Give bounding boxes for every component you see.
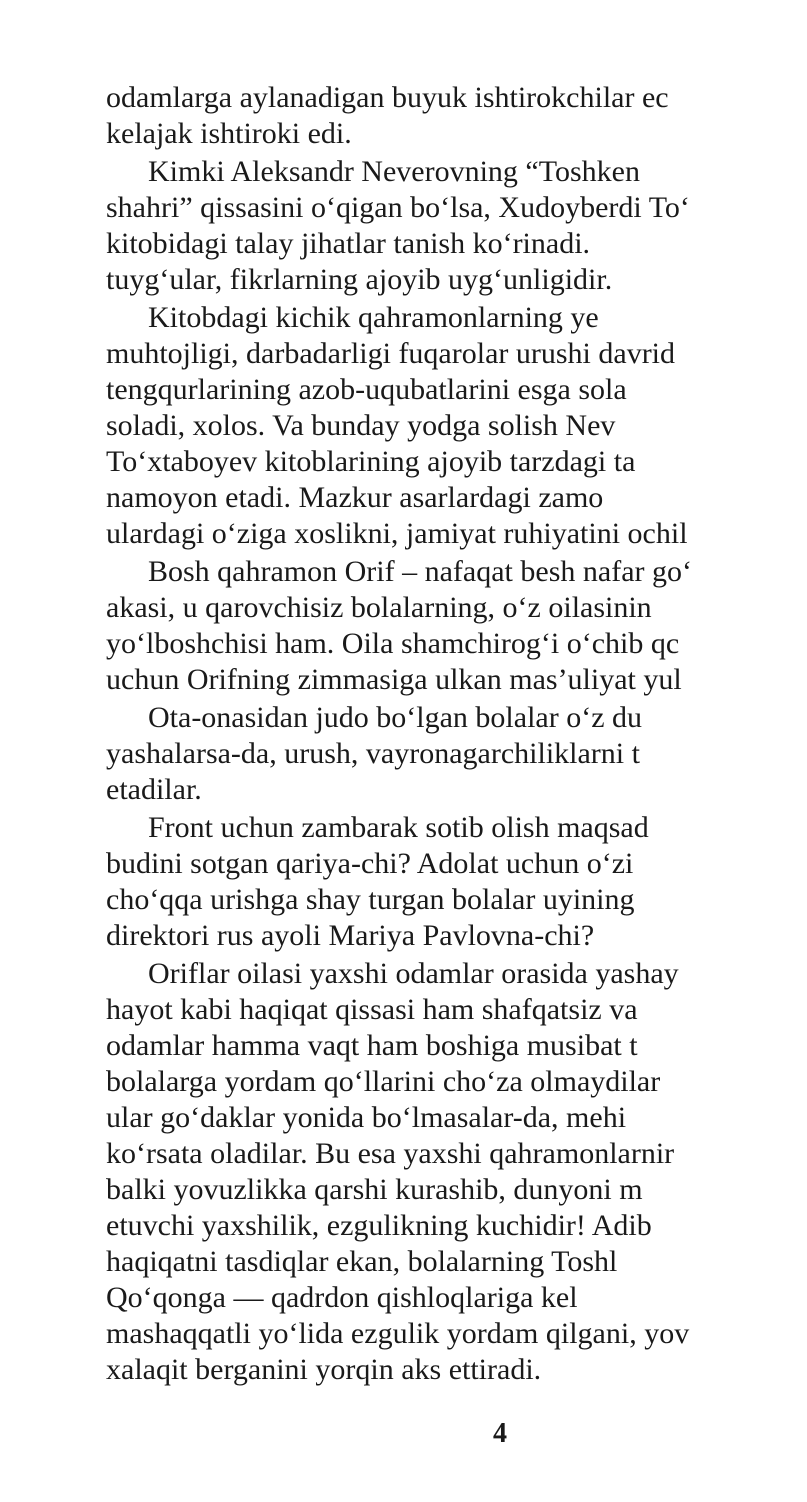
text-line: haqiqatni tasdiqlar ekan, bolalarning Toshl xyxy=(106,1245,618,1278)
text-line: uchun Orifning zimmasiga ulkan mas’uliyat yul xyxy=(106,663,682,696)
text-line: etuvchi yaxshilik, ezgulikning kuchidir! Adib xyxy=(106,1209,652,1242)
text-line: yo‘lboshchisi ham. Oila shamchirog‘i o‘chib qc xyxy=(106,627,680,660)
paragraph-start-line: Kitobdagi kichik qahramonlarning ye xyxy=(148,301,599,334)
text-line: direktori rus ayoli Mariya Pavlovna-chi? xyxy=(106,919,595,952)
page-number: 4 xyxy=(493,1418,507,1449)
text-line: tuyg‘ular, fikrlarning ajoyib uyg‘unligidir. xyxy=(106,263,613,296)
text-line: bolalarga yordam qo‘llarini cho‘za olmaydilar xyxy=(106,1065,661,1098)
text-line: hayot kabi haqiqat qissasi ham shafqatsiz va xyxy=(106,993,638,1026)
text-line: ulardagi o‘ziga xoslikni, jamiyat ruhiyatini ochil xyxy=(106,517,688,550)
text-line: odamlarga aylanadigan buyuk ishtirokchilar ec xyxy=(106,81,669,114)
text-line: kitobidagi talay jihatlar tanish ko‘rinadi. xyxy=(106,227,591,260)
text-line: yashalarsa-da, urush, vayronagarchiliklarni t xyxy=(106,737,640,770)
text-line: akasi, u qarovchisiz bolalarning, o‘z oilasinin xyxy=(106,591,652,624)
text-line: budini sotgan qariya-chi? Adolat uchun o‘zi xyxy=(106,847,634,880)
text-line: tengqurlarining azob-uqubatlarini esga sola xyxy=(106,373,627,406)
text-line: xalaqit berganini yorqin aks ettiradi. xyxy=(106,1353,542,1386)
paragraph-start-line: Ota-onasidan judo bo‘lgan bolalar o‘z du xyxy=(148,701,643,734)
text-line: Qo‘qonga — qadrdon qishloqlariga kel xyxy=(106,1281,578,1314)
text-line: balki yovuzlikka qarshi kurashib, dunyoni m xyxy=(106,1173,643,1206)
text-line: soladi, xolos. Va bunday yodga solish Nev xyxy=(106,409,616,442)
text-line: shahri” qissasini o‘qigan bo‘lsa, Xudoyberdi To‘ xyxy=(106,191,690,224)
text-line: muhtojligi, darbadarligi fuqarolar urushi davrid xyxy=(106,337,676,370)
text-line: ular go‘daklar yonida bo‘lmasalar-da, mehi xyxy=(106,1101,627,1134)
paragraph-start-line: Kimki Aleksandr Neverovning “Toshken xyxy=(148,155,640,188)
text-line: To‘xtaboyev kitoblarining ajoyib tarzdagi ta xyxy=(106,445,636,478)
text-line: namoyon etadi. Mazkur asarlardagi zamo xyxy=(106,481,604,514)
text-line: mashaqqatli yo‘lida ezgulik yordam qilgani, yov xyxy=(106,1317,690,1350)
text-line: kelajak ishtiroki edi. xyxy=(106,117,352,150)
paragraph-start-line: Bosh qahramon Orif – nafaqat besh nafar go‘ xyxy=(148,555,692,588)
paragraph-start-line: Oriflar oilasi yaxshi odamlar orasida yashay xyxy=(148,957,679,990)
text-line: odamlar hamma vaqt ham boshiga musibat t xyxy=(106,1029,638,1062)
text-line: ko‘rsata oladilar. Bu esa yaxshi qahramonlarnir xyxy=(106,1137,675,1170)
paragraph-start-line: Front uchun zambarak sotib olish maqsad xyxy=(148,811,649,844)
text-line: cho‘qqa urishga shay turgan bolalar uyining xyxy=(106,883,635,916)
text-line: etadilar. xyxy=(106,773,202,806)
